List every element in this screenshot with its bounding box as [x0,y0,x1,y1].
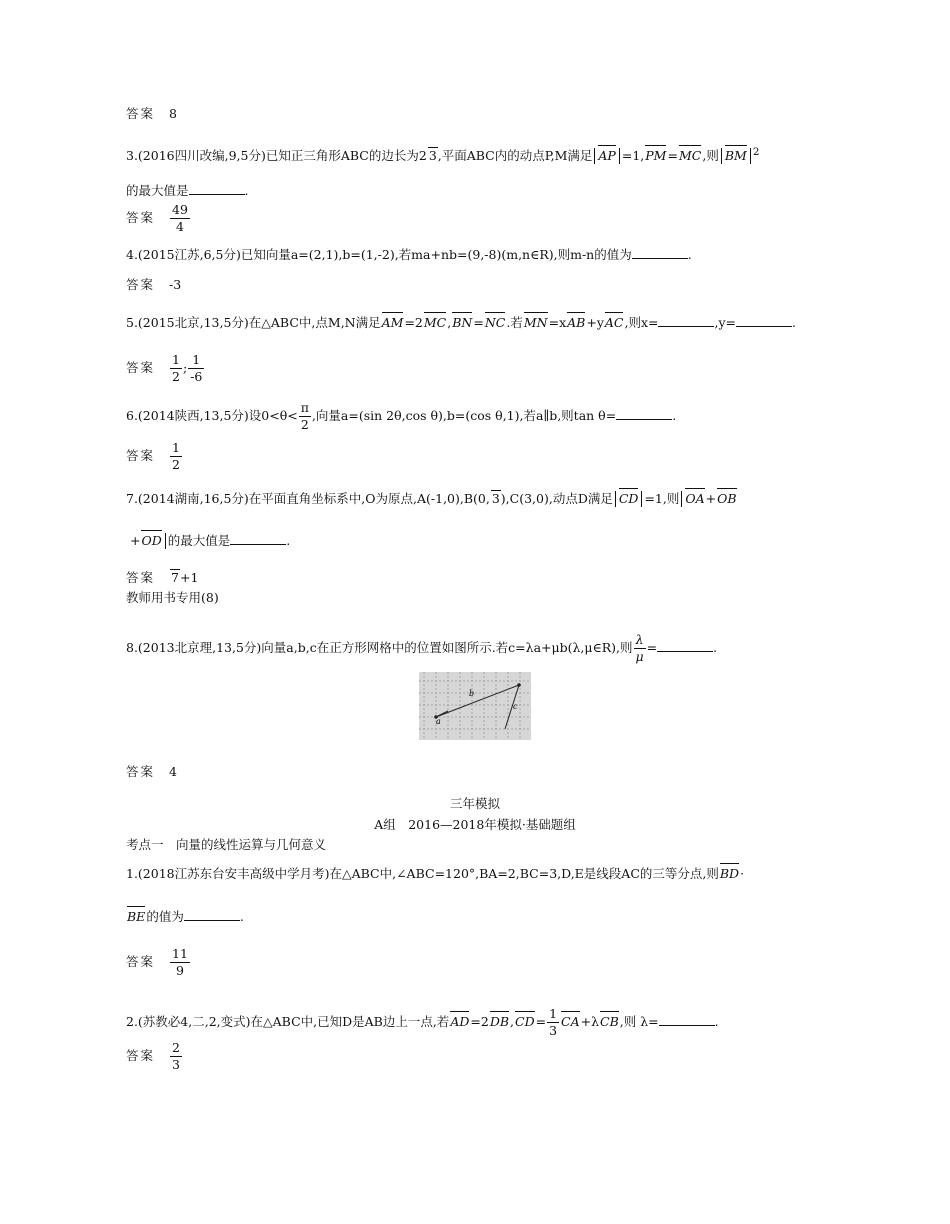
question-3-line-1: 3.(2016四川改编,9,5分)已知正三角形ABC的边长为2 3,平面ABC内的动点P,M满足 AP =1,PM=MC,则 BM $^2$ [126,146,760,164]
question-7-line-2: +OD 的最大值是 . [130,533,291,548]
group-title: A组 2016—2018年模拟·基础题组 [374,817,576,832]
mock-question-2: 2.(苏教必4,二,2,变式)在△ABC中,已知D是AB边上一点,若AD=2DB,CD= $\frac{1}{3}$ CA+λCB,则 λ= . [126,1006,719,1038]
question-5: 5.(2015北京,13,5分)在△ABC中,点M,N满足AM=2MC,BN=NC.若MN=xAB+yAC,则x= ,y= . [126,315,796,330]
answer-blank[interactable] [657,639,713,652]
vector-b-line [436,685,519,717]
mock-question-1-line-1: 1.(2018江苏东台安丰高级中学月考)在△ABC中,∠ABC=120°,BA=2,BC=3,D,E是线段AC的三等分点,则BD· [126,866,745,881]
answer-q7: 答案 7+1 [126,570,199,585]
grid-svg [419,672,531,740]
vectors [436,685,519,729]
answer-m1: 答案 $\frac{11}{9}$ [126,946,188,978]
answer-blank-x[interactable] [658,314,714,327]
answer-blank[interactable] [184,908,240,921]
knowledge-point: 考点一 向量的线性运算与几何意义 [126,837,327,852]
fraction: $\frac{11}{9}$ [172,946,188,978]
question-8: 8.(2013北京理,13,5分)向量a,b,c在正方形网格中的位置如图所示.若c=λa+μb(λ,μ∈R),则 $\frac{\lambda}{\mu}$ = . [126,632,718,664]
answer-q6: 答案 $\frac{1}{2}$ [126,440,180,472]
section-title: 三年模拟 [449,796,500,811]
answer-q3: 答案 $\frac{49}{4}$ [126,202,188,234]
mock-question-1-line-2: BE的值为 . [127,909,244,924]
answer-line-2: 答案 8 [126,106,177,121]
fraction: $\frac{1}{3}$ [549,1006,558,1038]
answer-blank[interactable] [230,532,286,545]
answer-m2: 答案 $\frac{2}{3}$ [126,1040,180,1072]
answer-blank-y[interactable] [736,314,792,327]
answer-q8: 答案 4 [126,764,177,779]
answer-blank[interactable] [659,1013,715,1026]
fraction: $\frac{1}{2}$ [172,440,180,472]
teacher-book-note: 教师用书专用(8) [126,590,219,605]
question-4: 4.(2015江苏,6,5分)已知向量a=(2,1),b=(1,-2),若ma+nb=(9,-8)(m,n∈R),则m-n的值为 . [126,247,692,262]
vector-grid-figure [419,672,531,740]
answer-blank[interactable] [632,246,688,259]
question-3-line-2: 的最大值是 . [126,183,249,198]
answer-q4: 答案 -3 [126,277,182,292]
label-b: b [469,689,475,698]
answer-blank[interactable] [189,182,245,195]
fraction: $\frac{49}{4}$ [172,202,188,234]
fraction: $\frac{\pi}{2}$ [300,400,309,432]
fraction: $\frac{\lambda}{\mu}$ [635,632,644,664]
fraction: $\frac{2}{3}$ [172,1040,180,1072]
fraction: $\frac{1}{-6}$ [190,352,203,384]
answer-blank[interactable] [616,407,672,420]
question-7-line-1: 7.(2014湖南,16,5分)在平面直角坐标系中,O为原点,A(-1,0),B(0, 3),C(3,0),动点D满足 CD =1,则 OA+OB [126,490,742,507]
question-6: 6.(2014陕西,13,5分)设0<θ< $\frac{\pi}{2}$ ,向量a=(sin 2θ,cos θ),b=(cos θ,1),若a∥b,则tan θ= . [126,400,677,432]
fraction: $\frac{1}{2}$ [172,352,180,384]
label-c: c [513,702,518,711]
label-a: a [436,717,441,726]
answer-q5: 答案 $\frac{1}{2}$ ; $\frac{1}{-6}$ [126,352,203,384]
